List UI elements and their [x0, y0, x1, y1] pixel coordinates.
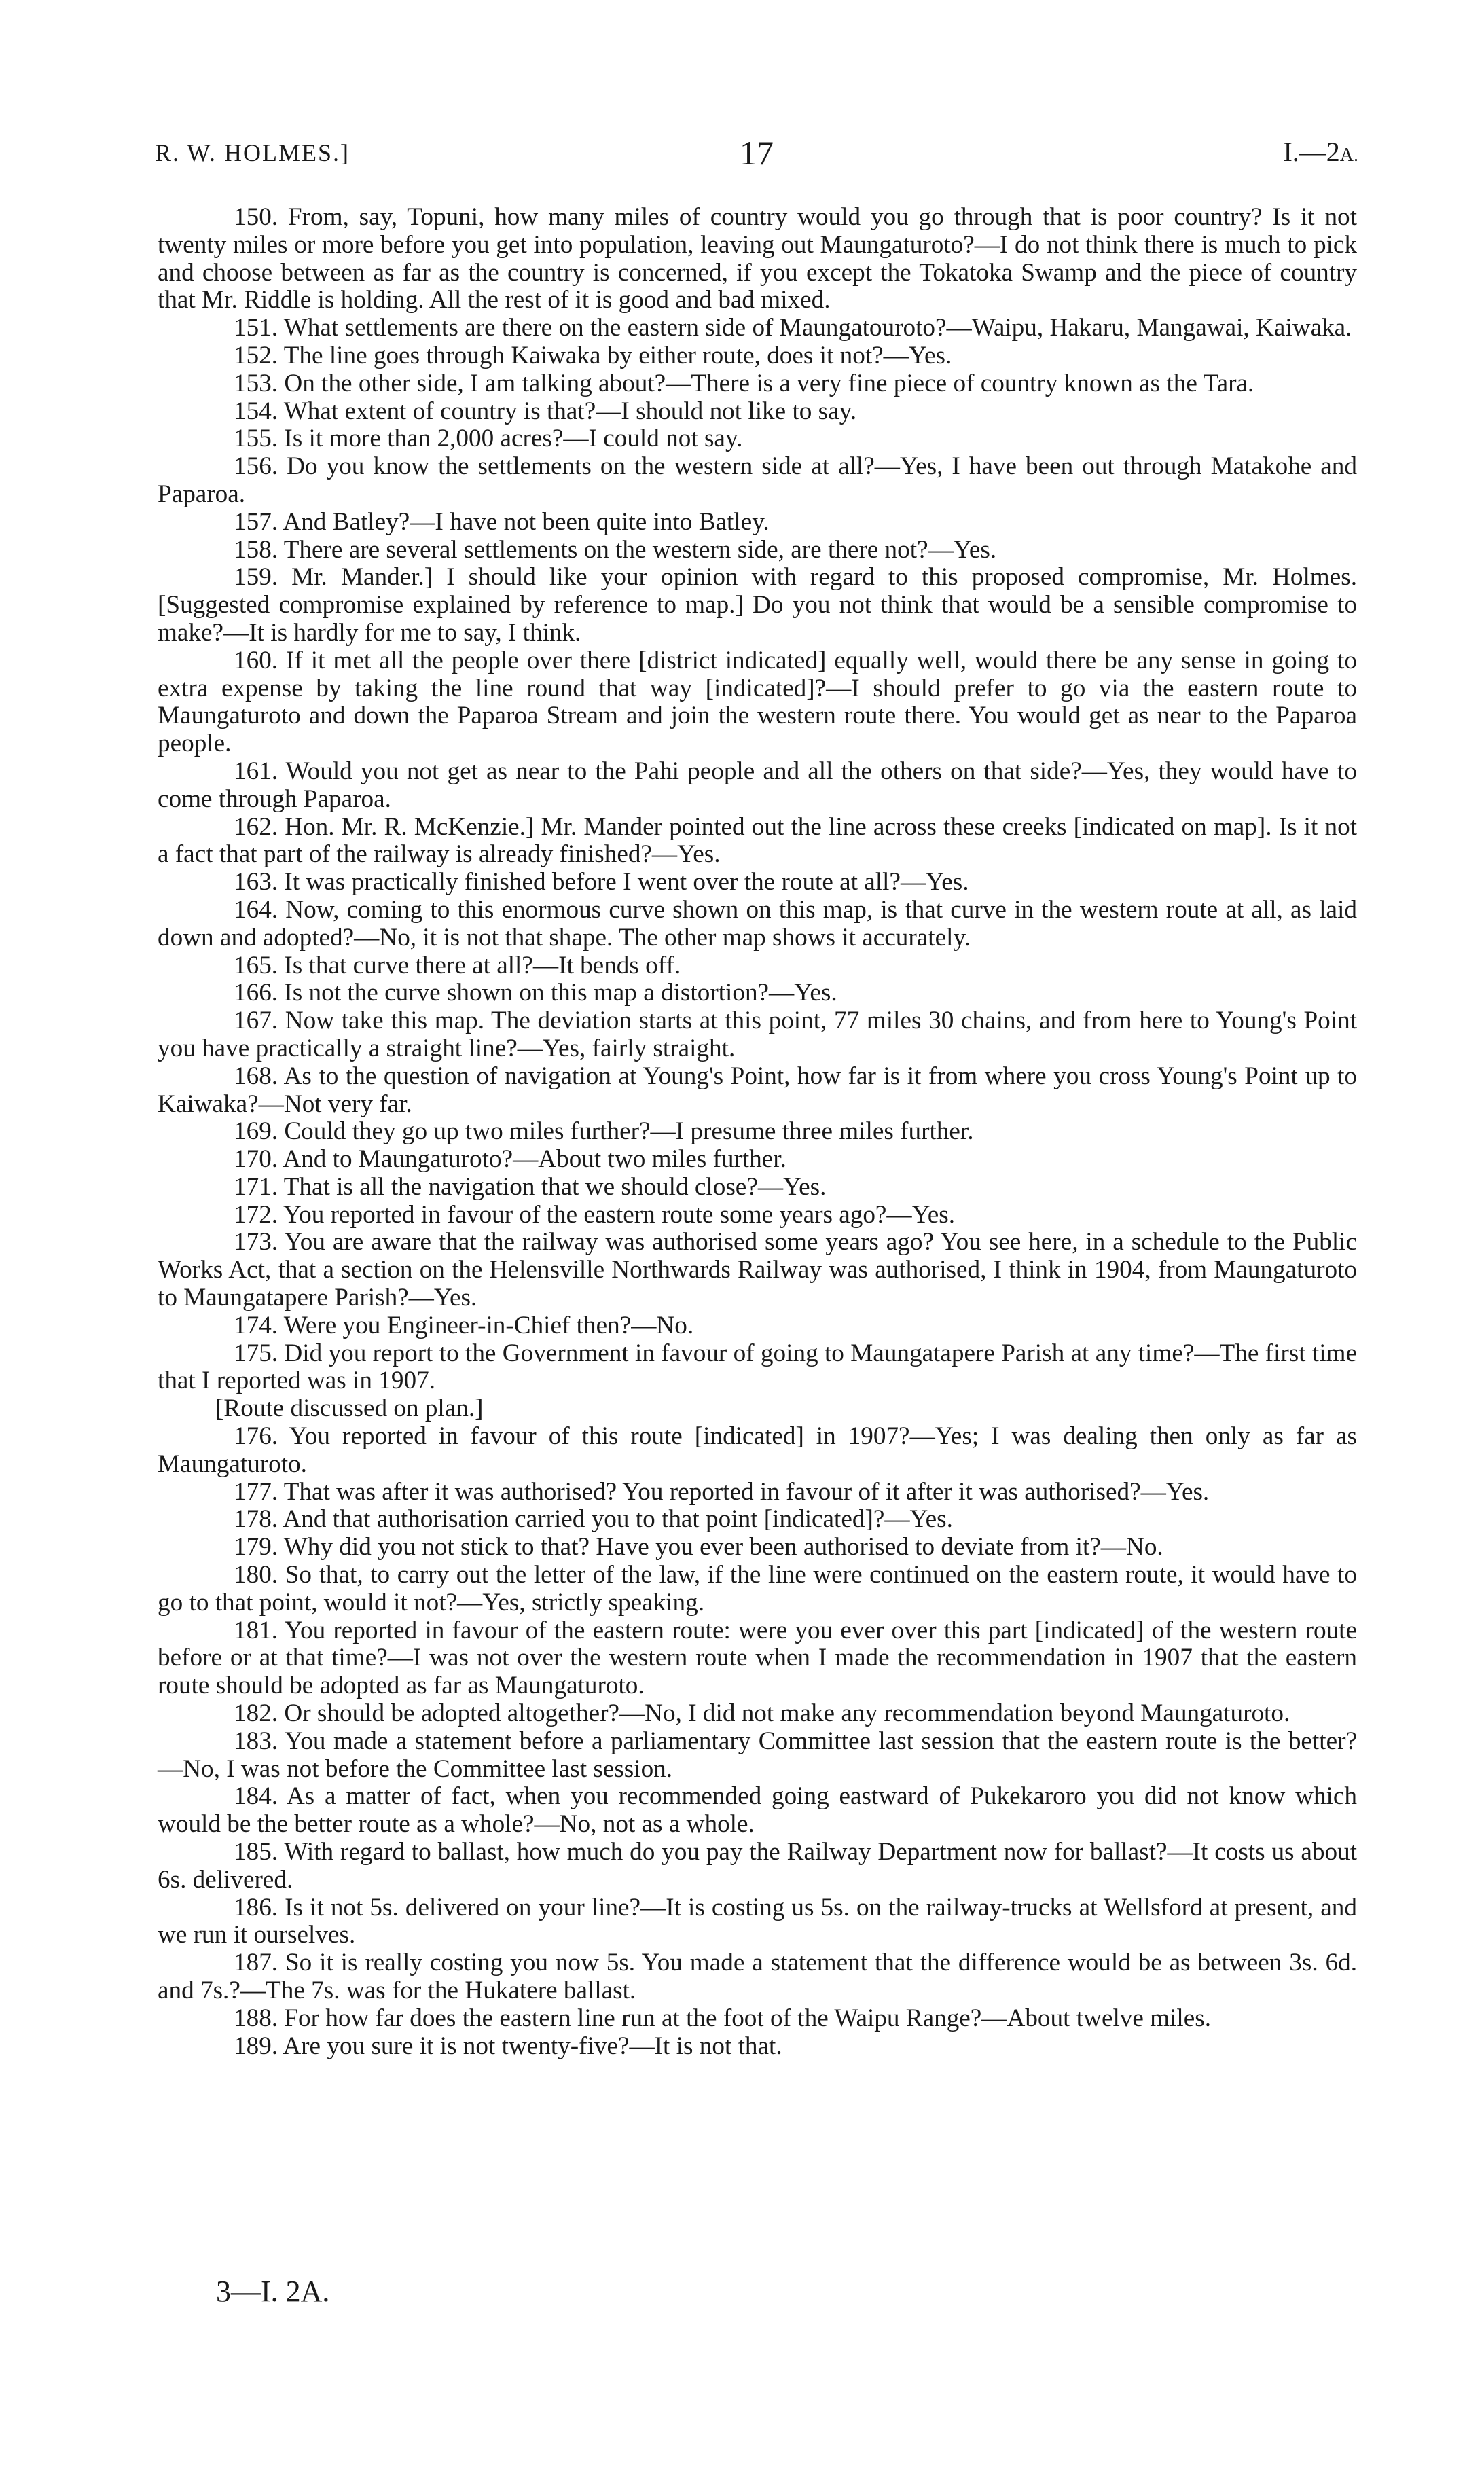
question-179: 179. Why did you not stick to that? Have you ever been authorised to deviate from it?—No. — [234, 1533, 1163, 1562]
question-163: 163. It was practically finished before I went over the route at all?—Yes. — [234, 868, 969, 897]
question-186: 186. Is it not 5s. delivered on your line?—It is costing us 5s. on the railway-trucks at Wellsford at present, and we run it ourselves. — [158, 1893, 1357, 1949]
paper-reference-suffix: A. — [1339, 145, 1358, 166]
question-160: 160. If it met all the people over there [district indicated] equally well, would there be any sense in going to extra expense by taking the line round that way [indicated]?—I should prefer to go via the eastern route to Maungaturoto and down the Paparoa Stream and join the western route there. You would get as near to the Paparoa people. — [158, 646, 1357, 758]
question-182: 182. Or should be adopted altogether?—No, I did not make any recommendation beyond Maungaturoto. — [234, 1699, 1290, 1728]
question-170: 170. And to Maungaturoto?—About two miles further. — [234, 1145, 786, 1174]
transcript-body — [158, 204, 1357, 2060]
question-174: 174. Were you Engineer-in-Chief then?—No. — [234, 1311, 694, 1339]
witness-name: R. W. HOLMES.] — [155, 139, 350, 166]
question-173: 173. You are aware that the railway was authorised some years ago? You see here, in a schedule to the Public Works Act, that a section on the Helensville Northwards Railway was authorised, I think in 1904, from Maungaturoto to Maungatapere Parish?—Yes. — [158, 1228, 1357, 1312]
question-185: 185. With regard to ballast, how much do you pay the Railway Department now for ballast?—It costs us about 6s. delivered. — [158, 1838, 1357, 1894]
question-168: 168. As to the question of navigation at Young's Point, how far is it from where you cross Young's Point up to Kaiwaka?—Not very far. — [158, 1062, 1357, 1118]
question-154: 154. What extent of country is that?—I should not like to say. — [234, 397, 857, 425]
question-166: 166. Is not the curve shown on this map a distortion?—Yes. — [234, 979, 837, 1007]
question-157: 157. And Batley?—I have not been quite into Batley. — [234, 507, 770, 536]
question-158: 158. There are several settlements on the western side, are there not?—Yes. — [234, 535, 997, 564]
question-172: 172. You reported in favour of the eastern route some years ago?—Yes. — [234, 1200, 956, 1229]
question-189: 189. Are you sure it is not twenty-five?—It is not that. — [234, 2032, 782, 2060]
question-169: 169. Could they go up two miles further?—I presume three miles further. — [234, 1117, 974, 1146]
question-159: 159. Mr. Mander.] I should like your opinion with regard to this proposed compromise, Mr. Holmes. [Suggested compromise explained by reference to map.] Do you not think that would be a sensible compromise to make?—It is hardly for me to say, I think. — [158, 563, 1357, 647]
paper-reference — [1283, 136, 1358, 168]
question-155: 155. Is it more than 2,000 acres?—I could not say. — [234, 425, 743, 453]
question-177: 177. That was after it was authorised? You reported in favour of it after it was authorised?—Yes. — [234, 1477, 1210, 1506]
question-178: 178. And that authorisation carried you to that point [indicated]?—Yes. — [234, 1505, 953, 1534]
question-164: 164. Now, coming to this enormous curve shown on this map, is that curve in the western route at all, as laid down and adopted?—No, it is not that shape. The other map shows it accurately. — [158, 895, 1357, 952]
page-signature: 3—I. 2A. — [216, 2275, 330, 2308]
question-183: 183. You made a statement before a parliamentary Committee last session that the eastern route is the better?—No, I was not before the Committee last session. — [158, 1727, 1357, 1783]
question-188: 188. For how far does the eastern line run at the foot of the Waipu Range?—About twelve miles. — [234, 2004, 1212, 2032]
question-187: 187. So it is really costing you now 5s. You made a statement that the difference would be as between 3s. 6d. and 7s.?—The 7s. was for the Hukatere ballast. — [158, 1949, 1357, 2004]
question-181: 181. You reported in favour of the eastern route: were you ever over this part [indicated] of the western route before or at that time?—I was not over the western route when I made the recommendation in 1907 that the eastern route should be adopted as far as Maungaturoto. — [158, 1616, 1357, 1700]
question-175: 175. Did you report to the Government in favour of going to Maungatapere Parish at any time?—The first time that I reported was in 1907. — [158, 1339, 1357, 1395]
question-150: 150. From, say, Topuni, how many miles of country would you go through that is poor country? Is it not twenty miles or more before you get into population, leaving out Maungaturoto?—I do not think there is much to pick and choose between as far as the country is concerned, if you except the Tokatoka Swamp and the piece of country that Mr. Riddle is holding. All the rest of it is good and bad mixed. — [158, 203, 1357, 314]
question-162: 162. Hon. Mr. R. McKenzie.] Mr. Mander pointed out the line across these creeks [indicated on map]. Is it not a fact that part of the railway is already finished?—Yes. — [158, 812, 1357, 869]
page-number: 17 — [740, 134, 774, 172]
page-header — [155, 133, 1358, 174]
question-151: 151. What settlements are there on the eastern side of Maungatouroto?—Waipu, Hakaru, Mangawai, Kaiwaka. — [234, 314, 1352, 342]
paper-reference-main: I.—2 — [1283, 137, 1340, 167]
question-167: 167. Now take this map. The deviation starts at this point, 77 miles 30 chains, and from here to Young's Point you have practically a straight line?—Yes, fairly straight. — [158, 1007, 1357, 1062]
question-180: 180. So that, to carry out the letter of the law, if the line were continued on the eastern route, it would have to go to that point, would it not?—Yes, strictly speaking. — [158, 1561, 1357, 1617]
question-153: 153. On the other side, I am talking about?—There is a very fine piece of country known as the Tara. — [234, 369, 1254, 397]
question-165: 165. Is that curve there at all?—It bends off. — [234, 951, 681, 979]
question-176: 176. You reported in favour of this route [indicated] in 1907?—Yes; I was dealing then only as far as Maungaturoto. — [158, 1422, 1357, 1478]
question-161: 161. Would you not get as near to the Pahi people and all the others on that side?—Yes, they would have to come through Paparoa. — [158, 757, 1357, 813]
question-156: 156. Do you know the settlements on the western side at all?—Yes, I have been out through Matakohe and Paparoa. — [158, 452, 1357, 508]
stage-direction: [Route discussed on plan.] — [215, 1394, 484, 1423]
question-171: 171. That is all the navigation that we should close?—Yes. — [234, 1172, 827, 1201]
question-152: 152. The line goes through Kaiwaka by either route, does it not?—Yes. — [234, 341, 952, 369]
question-184: 184. As a matter of fact, when you recommended going eastward of Pukekaroro you did not know which would be the better route as a whole?—No, not as a whole. — [158, 1782, 1357, 1839]
